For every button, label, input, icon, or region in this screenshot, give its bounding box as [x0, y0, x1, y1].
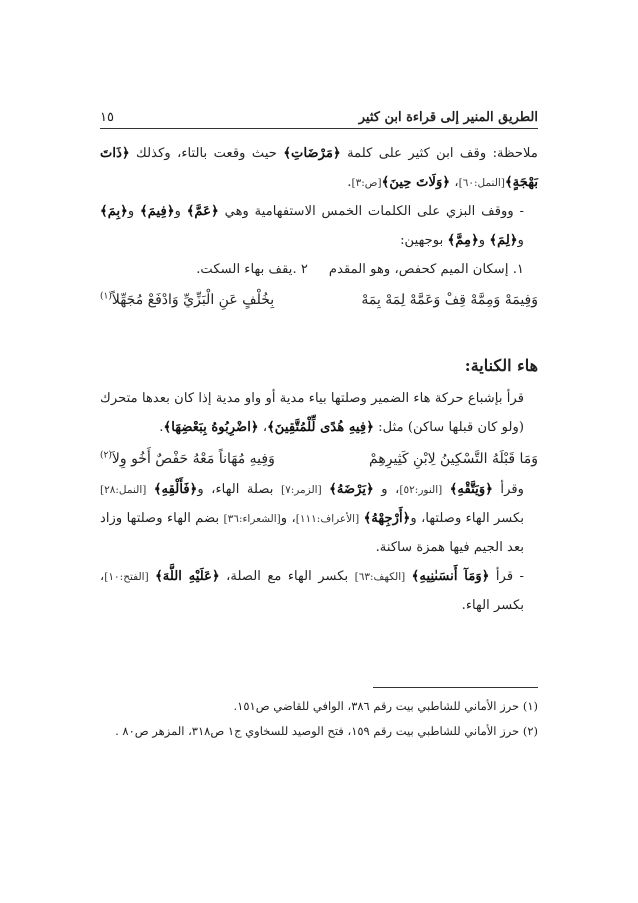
note-label: ملاحظة: — [492, 146, 538, 161]
ref-naml-60: [النمل:٦٠] — [458, 177, 505, 190]
note-text-2: حيث وقعت بالتاء، وكذلك — [136, 146, 277, 161]
quran-word-fima: ﴿فِيمَ﴾ — [140, 204, 175, 220]
footnote-divider — [373, 687, 538, 688]
ref-sad-3: [ص:٣] — [351, 177, 382, 190]
kahf-text-3: ، بكسر الهاء. — [100, 568, 524, 613]
footnote-marker-2: (٢) — [100, 449, 112, 460]
footnote-1: (١) حرز الأماني للشاطبي بيت رقم ٣٨٦، الوافي للقاضي ص١٥١. — [233, 699, 538, 713]
ref-kahf-63: [الكهف:٦٣] — [354, 570, 406, 583]
quran-word-yattaqhi: ﴿وَيَتَّقْهِ﴾ — [449, 481, 493, 497]
note-text: وقف ابن كثير على كلمة — [347, 146, 487, 161]
quran-word-amma: ﴿عَمَّ﴾ — [186, 204, 219, 220]
method-1: ١. إسكان الميم كحفص، وهو المقدم — [328, 262, 524, 278]
quran-word-arjihhu: ﴿أَرْجِهْهُ﴾ — [363, 510, 411, 526]
poem-hemistich-1: وَمَا قَبْلَهُ التَّسْكِينُ لِابْنِ كَثِيرِهِمْ — [369, 450, 538, 467]
poem-hemistich-2: بِخُلْفٍ عَنِ الْبَزِّيِّ وَادْفَعْ مُجَهِّلاً — [111, 292, 275, 309]
kinaya-paragraph: قرأ بإشباع حركة هاء الضمير وصلتها بياء مدية أو واو مدية إذا كان بعدها متحرك (ولو كان قبلها ساكن) مثل: ﴿فِيهِ هُدًى لِّلْمُتَّقِينَ﴾، ﴿اضْرِبُوهُ بِبَعْضِهَا﴾. — [100, 391, 524, 436]
method-2: ٢ .يقف بهاء السكت. — [196, 262, 308, 278]
quran-word-mardat: ﴿مَرْضَاتِ﴾ — [283, 146, 341, 161]
qara-text-3: بكسر الهاء وصلتها، و — [410, 510, 524, 526]
ref-shuara-36: [الشعراء:٣٦] — [223, 512, 281, 525]
ref-zumar-7: [الزمر:٧] — [280, 483, 322, 496]
bazzi-paragraph — [100, 197, 538, 255]
ref-fath-10: [الفتح:١٠] — [104, 570, 149, 583]
footnotes — [100, 687, 538, 745]
poem-hemistich-1: وَفِيمَهْ وَمِمَّهْ قِفْ وَعَمَّهْ لِمَهْ بِمَهْ — [361, 292, 538, 309]
quran-word-bima: ﴿بِمَ﴾ — [100, 204, 128, 220]
bazzi-text: - ووقف البزي على الكلمات الخمس الاستفهامية وهي — [224, 204, 524, 220]
qara-paragraph: وقرأ ﴿وَيَتَّقْهِ﴾ [النور:٥٢]، و ﴿يَرْضَهُ﴾ [الزمر:٧] بصلة الهاء، و﴿فَأَلْقِهِ﴾ [النمل:٢٨] بكسر الهاء وصلتها، و﴿أَرْجِهْهُ﴾ [الأعراف:١١١]، و[الشعراء:٣٦] بضم الهاء وصلتها وزاد بعد الجيم فيها همزة ساكنة. — [100, 481, 525, 555]
quran-phrase-alayhi-allah: ﴿عَلَيْهِ اللَّهَ﴾ — [155, 568, 220, 584]
footnote-marker-1: (١) — [100, 291, 112, 302]
book-title: الطريق المنير إلى قراءة ابن كثير — [358, 110, 538, 125]
qara-text-4: بضم الهاء وصلتها وزاد بعد الجيم فيها همزة ساكنة. — [100, 510, 524, 555]
page — [100, 110, 538, 620]
quran-word-dhat-bahja: ﴿ذَاتَ بَهْجَةٍ﴾ — [100, 146, 538, 191]
page-body — [100, 139, 538, 620]
separator: ، — [454, 175, 459, 191]
ref-naml-28: [النمل:٢٨] — [100, 483, 147, 496]
conj: و — [478, 233, 486, 249]
conj: و — [174, 204, 181, 220]
running-header — [100, 110, 538, 129]
quran-word-lata-hina: ﴿وَلَاتَ حِينَ﴾ — [381, 175, 451, 191]
bazzi-text-2: بوجهين: — [400, 233, 444, 249]
ref-nur-52: [النور:٥٢] — [399, 483, 443, 496]
kinaya-text: قرأ بإشباع حركة هاء الضمير وصلتها بياء مدية أو واو مدية إذا كان بعدها متحرك (ولو كان قبلها ساكن) مثل: — [100, 391, 524, 436]
kahf-text: - قرأ — [495, 568, 524, 584]
page-number: ١٥ — [100, 110, 114, 125]
qara-text: وقرأ — [500, 481, 525, 497]
qara-text-2: بصلة الهاء، و — [197, 481, 274, 497]
section-heading: هاء الكناية: — [464, 356, 538, 376]
quran-word-yardahu: ﴿يَرْضَهُ﴾ — [329, 481, 374, 497]
poem-verse-1 — [100, 284, 538, 316]
quran-word-mimma: ﴿مِمَّ﴾ — [447, 233, 479, 249]
note-paragraph: ملاحظة: وقف ابن كثير على كلمة ﴿مَرْضَاتِ﴾ حيث وقعت بالتاء، وكذلك ﴿ذَاتَ بَهْجَةٍ﴾[النمل:٦٠]، ﴿وَلَاتَ حِينَ﴾[ص:٣]. — [100, 146, 538, 191]
conj: و — [517, 233, 524, 249]
conj: و — [127, 204, 135, 220]
quran-phrase-idribuhu: ﴿اضْرِبُوهُ بِبَعْضِهَا﴾ — [163, 420, 259, 436]
footnote-2: (٢) حرز الأماني للشاطبي بيت رقم ١٥٩، فتح الوصيد للسخاوي ج١ ص٣١٨، المزهر ص٨٠ . — [115, 724, 538, 739]
quran-phrase-ansanihi: ﴿وَمَآ أَنسَىٰنِيهِ﴾ — [411, 568, 490, 584]
quran-phrase-fihi-huda: ﴿فِيهِ هُدًى لِّلْمُتَّقِينَ﴾ — [267, 420, 374, 436]
poem-hemistich-2: وَفِيهِ مُهَاناً مَعْهُ حَفْصٌ أَخُو وِلاَ — [111, 450, 275, 467]
kahf-paragraph — [100, 562, 538, 620]
quran-word-faalqih: ﴿فَأَلْقِهِ﴾ — [153, 481, 198, 497]
ref-araf-111: [الأعراف:١١١] — [295, 512, 360, 525]
quran-word-lima: ﴿لِمَ﴾ — [489, 233, 518, 249]
methods-line — [100, 255, 538, 284]
kahf-text-2: بكسر الهاء مع الصلة، — [226, 568, 349, 584]
poem-verse-2 — [100, 443, 538, 475]
